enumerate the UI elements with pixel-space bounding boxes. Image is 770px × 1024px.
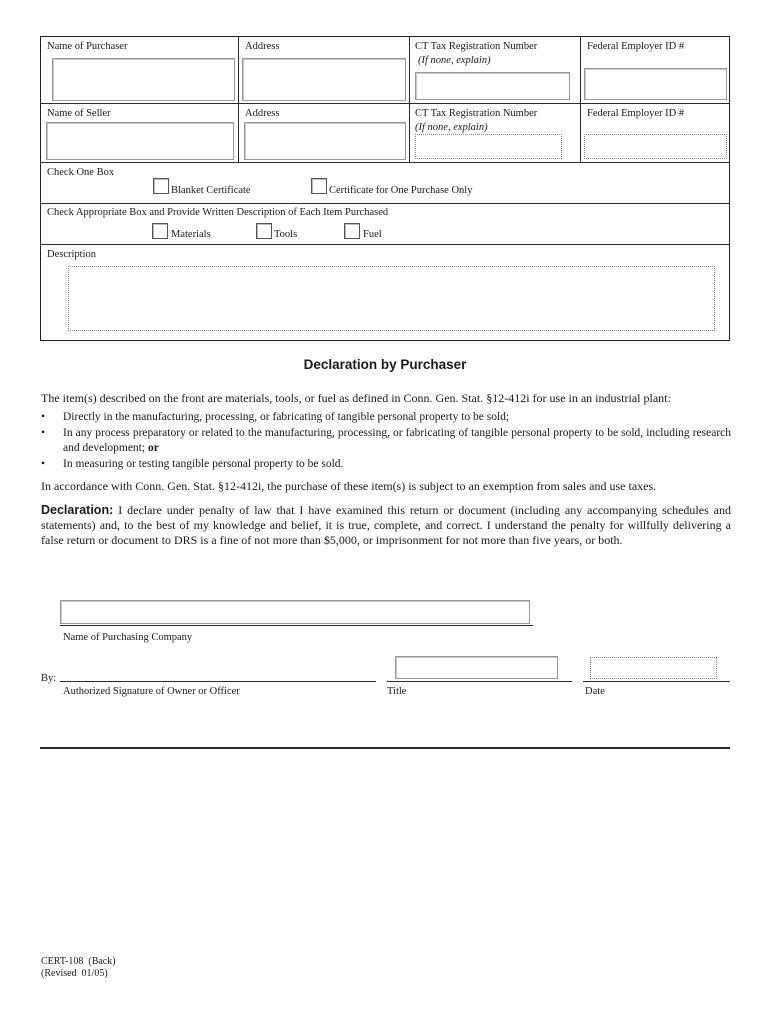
col-divider-3 xyxy=(580,36,581,163)
declaration-paragraph xyxy=(41,503,731,548)
row-divider-checkone-items xyxy=(40,203,730,204)
declaration-text: I declare under penalty of law that I have examined this return or document (including any accompanying schedules and statements) and, to the best of my knowledge and belief, it is true, complete, and correct. I understand the penalty for willfully delivering a false return or document to DRS is a fine of not more than $5,000, or imprisonment for not more than five years, or both. xyxy=(41,503,732,547)
purchaser-address-field[interactable] xyxy=(242,58,406,101)
purchasing-company-field[interactable] xyxy=(60,600,530,624)
bullet-icon: • xyxy=(41,458,46,470)
bullet-item-3 xyxy=(41,457,731,473)
purchaser-name-field[interactable] xyxy=(52,58,235,101)
seller-name-label: Name of Seller xyxy=(47,108,111,119)
tools-label: Tools xyxy=(274,229,298,240)
purchasing-company-label: Name of Purchasing Company xyxy=(63,632,193,643)
form-id: CERT-108 (Back) xyxy=(41,956,116,967)
section-divider xyxy=(40,747,730,749)
exemption-statement: In accordance with Conn. Gen. Stat. §12-412i, the purchase of these item(s) is subject to an exemption from sales and use taxes. xyxy=(41,479,657,493)
fuel-label: Fuel xyxy=(363,229,382,240)
date-line xyxy=(583,681,730,682)
col-divider-2 xyxy=(409,36,410,163)
row-divider-seller-checkone xyxy=(40,162,730,163)
bullet-text-2-or: or xyxy=(147,442,159,454)
fuel-checkbox[interactable] xyxy=(344,223,360,239)
tools-checkbox[interactable] xyxy=(256,223,272,239)
by-label: By: xyxy=(41,673,57,684)
col-divider-1 xyxy=(238,36,239,163)
purchaser-address-label: Address xyxy=(245,41,280,52)
seller-address-label: Address xyxy=(245,108,280,119)
blanket-certificate-label: Blanket Certificate xyxy=(171,185,251,196)
seller-fein-field[interactable] xyxy=(584,134,727,159)
purchaser-ct-tax-note: (If none, explain) xyxy=(418,55,491,66)
seller-name-field[interactable] xyxy=(46,122,234,160)
purchaser-ct-tax-label: CT Tax Registration Number xyxy=(415,41,538,52)
description-label: Description xyxy=(47,249,96,260)
date-label: Date xyxy=(585,686,605,697)
revised-date: (Revised 01/05) xyxy=(41,968,108,979)
bullet-item-1 xyxy=(41,410,731,426)
row-divider-purchaser-seller xyxy=(40,103,730,104)
purchaser-fein-label: Federal Employer ID # xyxy=(587,41,685,52)
bullet-text-2-body: In any process preparatory or related to the manufacturing, processing, or fabricating of tangible personal property to be sold, including research and development; xyxy=(63,427,731,454)
seller-ct-tax-note: (If none, explain) xyxy=(415,122,488,133)
declaration-intro: The item(s) described on the front are materials, tools, or fuel as defined in Conn. Gen. Stat. §12-412i for use in an industrial plant: xyxy=(41,391,671,405)
declaration-heading: Declaration by Purchaser xyxy=(303,357,467,372)
purchaser-ct-tax-field[interactable] xyxy=(415,72,570,100)
title-line xyxy=(387,681,572,682)
title-label: Title xyxy=(387,686,407,697)
date-field[interactable] xyxy=(590,657,717,679)
bullet-icon: • xyxy=(41,411,46,423)
check-one-label: Check One Box xyxy=(47,167,115,178)
purchaser-name-label: Name of Purchaser xyxy=(47,41,128,52)
seller-address-field[interactable] xyxy=(244,122,406,160)
bullet-text-3: In measuring or testing tangible personal property to be sold. xyxy=(63,458,344,470)
materials-label: Materials xyxy=(171,229,211,240)
authorized-signature-label: Authorized Signature of Owner or Officer xyxy=(63,686,240,697)
row-divider-items-description xyxy=(40,244,730,245)
bullet-text-2 xyxy=(63,426,731,456)
signature-line[interactable] xyxy=(60,681,376,682)
purchaser-fein-field[interactable] xyxy=(584,68,727,100)
seller-ct-tax-label: CT Tax Registration Number xyxy=(415,108,538,119)
one-purchase-label: Certificate for One Purchase Only xyxy=(329,185,473,196)
check-items-label: Check Appropriate Box and Provide Written Description of Each Item Purchased xyxy=(47,207,389,218)
bullet-item-2 xyxy=(41,426,731,458)
purchasing-company-line xyxy=(60,625,533,626)
bullet-icon: • xyxy=(41,427,46,439)
seller-fein-label: Federal Employer ID # xyxy=(587,108,685,119)
materials-checkbox[interactable] xyxy=(152,223,168,239)
bullet-text-1: Directly in the manufacturing, processing, or fabricating of tangible personal property to be sold; xyxy=(63,411,510,423)
description-field[interactable] xyxy=(68,266,715,331)
blanket-certificate-checkbox[interactable] xyxy=(153,178,169,194)
title-field[interactable] xyxy=(395,656,558,679)
declaration-label: Declaration: xyxy=(41,503,114,517)
one-purchase-checkbox[interactable] xyxy=(311,178,327,194)
seller-ct-tax-field[interactable] xyxy=(415,134,562,159)
